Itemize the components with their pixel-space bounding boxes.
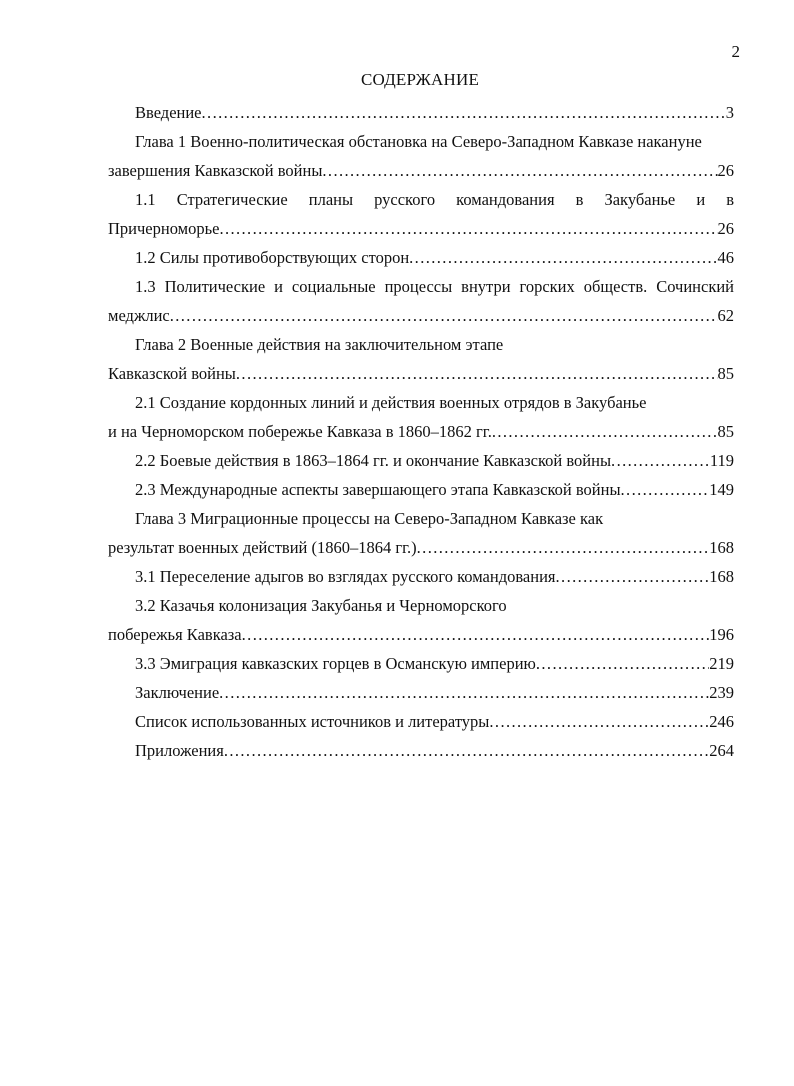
toc-entry-section-1-3-line-1[interactable] [108,272,734,301]
toc-entry-section-3-1[interactable] [108,562,734,591]
toc-entry-label: Введение [135,103,202,122]
toc-page-number: 196 [709,625,734,644]
toc-entry-label: Глава 3 Миграционные процессы на Северо-Западном Кавказе как [135,509,604,528]
toc-page-number: 46 [717,248,734,267]
toc-entry-label: Кавказской войны [108,364,236,383]
toc-entry-label: 1.1 Стратегические планы русского командования в Закубанье и в [135,190,734,209]
toc-page-number: 119 [709,451,734,470]
page-title: СОДЕРЖАНИЕ [360,70,480,89]
dot-leader [492,417,718,446]
toc-page-number: 239 [709,683,734,702]
toc-page-number: 26 [717,219,734,238]
toc-entry-chapter-1-line-2[interactable] [108,156,734,185]
toc-entry-label: 2.3 Международные аспекты завершающего этапа Кавказской войны [135,480,621,499]
table-of-contents [108,98,734,765]
toc-entry-label: 2.2 Боевые действия в 1863–1864 гг. и окончание Кавказской войны [135,451,612,470]
toc-entry-section-1-2[interactable] [108,243,734,272]
toc-entry-section-2-2[interactable] [108,446,734,475]
toc-entry-label: Глава 2 Военные действия на заключительном этапе [135,335,504,354]
toc-entry-label: Приложения [135,741,224,760]
toc-entry-appendix[interactable] [108,736,734,765]
toc-entry-section-2-1-line-2[interactable] [108,417,734,446]
toc-entry-chapter-2-line-1[interactable] [108,330,734,359]
toc-entry-label: 3.1 Переселение адыгов во взглядах русского командования [135,567,556,586]
toc-entry-section-1-1-line-2[interactable] [108,214,734,243]
toc-entry-conclusion[interactable] [108,678,734,707]
toc-entry-introduction[interactable] [108,98,734,127]
toc-page-number: 85 [717,364,734,383]
toc-entry-label: результат военных действий (1860–1864 гг.) [108,538,417,557]
page-number: 2 [731,42,740,61]
dot-leader [417,533,710,562]
toc-entry-section-1-3-line-2[interactable] [108,301,734,330]
dot-leader [409,243,717,272]
toc-entry-label: 2.1 Создание кордонных линий и действия военных отрядов в Закубанье [135,393,647,412]
toc-entry-section-2-3[interactable] [108,475,734,504]
toc-entry-section-3-2-line-2[interactable] [108,620,734,649]
toc-entry-label: Заключение [135,683,220,702]
dot-leader [236,359,718,388]
toc-entry-chapter-2-line-2[interactable] [108,359,734,388]
toc-entry-section-3-3[interactable] [108,649,734,678]
toc-entry-label: 3.3 Эмиграция кавказских горцев в Османскую империю [135,654,536,673]
toc-page-number: 168 [709,567,734,586]
toc-entry-section-3-2-line-1[interactable] [108,591,734,620]
toc-entry-label: 1.2 Силы противоборствующих сторон [135,248,410,267]
toc-entry-label: 1.3 Политические и социальные процессы внутри горских обществ. Сочинский [135,277,734,296]
toc-entry-chapter-3-line-1[interactable] [108,504,734,533]
toc-entry-label: завершения Кавказской войны [108,161,323,180]
toc-page-number: 62 [717,306,734,325]
toc-entry-label: Глава 1 Военно-политическая обстановка на Северо-Западном Кавказе накануне [135,132,702,151]
toc-page-number: 85 [717,422,734,441]
dot-leader [489,707,709,736]
dot-leader [202,98,726,127]
toc-entry-label: 3.2 Казачья колонизация Закубанья и Черноморского [135,596,507,615]
toc-page-number: 168 [709,538,734,557]
toc-entry-section-1-1-line-1[interactable] [108,185,734,214]
toc-entry-label: и на Черноморском побережье Кавказа в 1860–1862 гг. [108,422,492,441]
toc-page-number: 246 [709,712,734,731]
toc-entry-section-2-1-line-1[interactable] [108,388,734,417]
dot-leader [611,446,710,475]
toc-entry-label: Список использованных источников и литературы [135,712,490,731]
toc-page-number: 149 [709,480,734,499]
dot-leader [556,562,710,591]
toc-page-number: 264 [709,741,734,760]
dot-leader [219,678,709,707]
toc-entry-chapter-1-line-1[interactable] [108,127,734,156]
dot-leader [219,214,717,243]
toc-entry-chapter-3-line-2[interactable] [108,533,734,562]
toc-page-number: 3 [725,103,734,122]
dot-leader [536,649,709,678]
toc-page-number: 219 [709,654,734,673]
toc-entry-label: побережья Кавказа [108,625,242,644]
dot-leader [621,475,710,504]
toc-entry-label: Причерноморье [108,219,220,238]
dot-leader [170,301,718,330]
toc-page-number: 26 [717,161,734,180]
toc-entry-label: меджлис [108,306,170,325]
dot-leader [322,156,717,185]
dot-leader [242,620,710,649]
dot-leader [224,736,709,765]
toc-entry-sources[interactable] [108,707,734,736]
